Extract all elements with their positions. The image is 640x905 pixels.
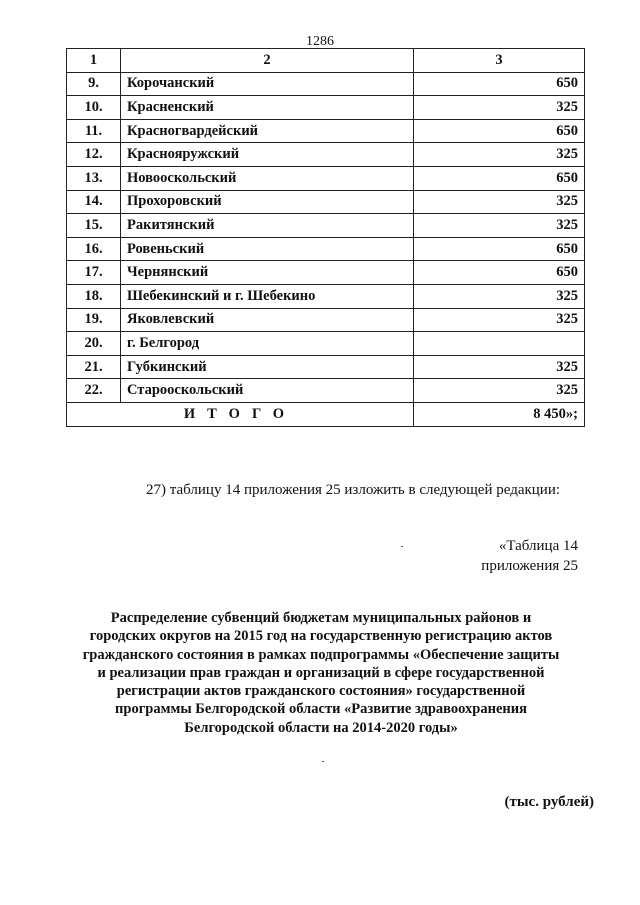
amount-value: 325 [414,355,585,379]
amount-value: 325 [414,190,585,214]
row-number: 17. [67,261,121,285]
table-row [67,119,585,143]
table-reference-line-1: «Таблица 14 [498,538,578,554]
table-row [67,166,585,190]
amount-value: 650 [414,119,585,143]
total-value: 8 450»; [414,402,585,426]
total-label: ИТОГО [67,402,414,426]
table-reference [481,536,578,576]
row-number: 13. [67,166,121,190]
heading-line: городских округов на 2015 год на государственную регистрацию актов [89,628,553,645]
amount-value: 325 [414,284,585,308]
heading-line: гражданского состояния в рамках подпрограммы «Обеспечение защиты [82,646,560,663]
district-name: г. Белгород [121,332,414,356]
heading-line: и реализации прав граждан и организаций в сфере государственной [97,664,545,681]
heading-line: Белгородской области на 2014-2020 годы» [184,719,458,736]
row-number: 15. [67,214,121,238]
amount-value: 650 [414,166,585,190]
table-row [67,72,585,96]
district-name: Прохоровский [121,190,414,214]
table-row [67,261,585,285]
scan-speck [401,546,403,547]
row-number: 14. [67,190,121,214]
table-row [67,379,585,403]
column-header-amount: 3 [414,49,585,73]
table-header-row [67,49,585,73]
amount-value: 650 [414,237,585,261]
row-number: 16. [67,237,121,261]
district-name: Шебекинский и г. Шебекино [121,284,414,308]
row-number: 11. [67,119,121,143]
district-name: Ровеньский [121,237,414,261]
scan-speck [322,761,324,762]
table-row [67,190,585,214]
subvention-table [66,48,585,427]
district-name: Губкинский [121,355,414,379]
table-row [67,355,585,379]
column-header-number: 1 [67,49,121,73]
table-row [67,284,585,308]
heading-line: программы Белгородской области «Развитие здравоохранения [115,701,527,718]
amendment-instruction: 27) таблицу 14 приложения 25 изложить в следующей редакции: [146,482,561,498]
distribution-heading [80,609,562,737]
amount-value: 650 [414,72,585,96]
district-name: Корочанский [121,72,414,96]
row-number: 21. [67,355,121,379]
table-row [67,332,585,356]
heading-line: Распределение субвенций бюджетам муниципальных районов и [110,610,532,626]
district-name: Старооскольский [121,379,414,403]
amount-value: 325 [414,308,585,332]
row-number: 18. [67,284,121,308]
table-row [67,308,585,332]
amount-value [414,332,585,356]
amount-value: 325 [414,143,585,167]
row-number: 9. [67,72,121,96]
amount-value: 325 [414,96,585,120]
amount-value: 650 [414,261,585,285]
amount-value: 325 [414,214,585,238]
row-number: 10. [67,96,121,120]
amount-value: 325 [414,379,585,403]
units-label: (тыс. рублей) [504,794,594,810]
table-row [67,143,585,167]
table-row [67,96,585,120]
table-row [67,237,585,261]
row-number: 19. [67,308,121,332]
district-name: Новооскольский [121,166,414,190]
total-row [67,402,585,426]
district-name: Яковлевский [121,308,414,332]
district-name: Красненский [121,96,414,120]
column-header-name: 2 [121,49,414,73]
district-name: Красногвардейский [121,119,414,143]
district-name: Краснояружский [121,143,414,167]
district-name: Чернянский [121,261,414,285]
row-number: 22. [67,379,121,403]
page-number: 1286 [306,34,334,49]
table-reference-line-2: приложения 25 [481,558,578,574]
row-number: 12. [67,143,121,167]
row-number: 20. [67,332,121,356]
district-name: Ракитянский [121,214,414,238]
heading-line: регистрации актов гражданского состояния» государственной [116,683,526,700]
table-row [67,214,585,238]
